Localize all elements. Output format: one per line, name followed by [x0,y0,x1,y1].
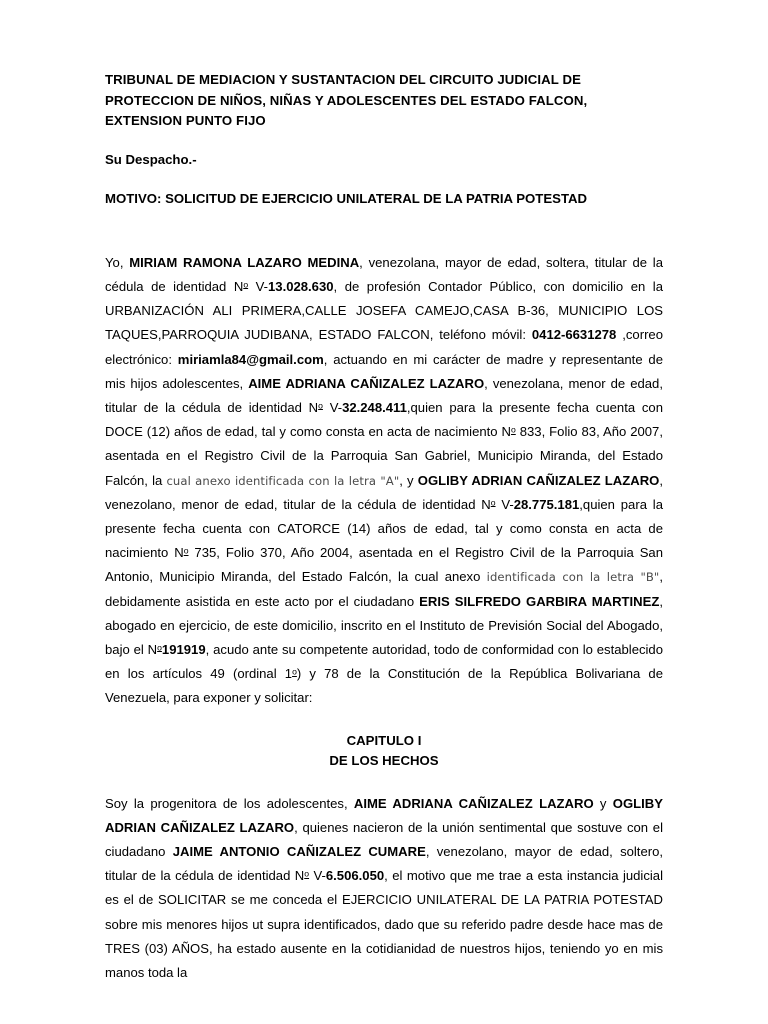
ordinal-indicator-icon: o [318,400,323,411]
lawyer-name: ERIS SILFREDO GARBIRA MARTINEZ [419,593,660,609]
child-one-details-1: , venezolana, menor de edad, titular de la cédula de identidad N [105,375,663,415]
facts-conjunction: y [593,795,613,811]
legal-basis-text: , acudo ante su competente autoridad, todo de conformidad con lo establecido en los artículos 49 (ordinal 1 [105,642,663,682]
father-details-text: , venezolano, mayor de edad, soltero, titular de la cédula de identidad N [105,844,664,884]
child-one-name: AIME ADRIANA CAÑIZALEZ LAZARO [353,795,594,811]
ordinal-indicator-icon: o [304,868,310,879]
ordinal-indicator-icon: o [157,642,162,653]
petitioner-phone: 0412-6631278 [531,327,617,343]
father-id-prefix: V- [309,868,326,884]
chapter-heading [105,731,663,771]
ordinal-indicator-icon: o [490,497,496,508]
petitioner-id-number: 13.028.630 [268,278,334,294]
ordinal-indicator-icon: o [510,424,516,435]
father-id-number: 6.506.050 [325,868,385,884]
document-content [105,70,663,985]
annex-b-reference: identificada con la letra "B" [486,570,660,585]
lawyer-inpreabogado-number: 191919 [161,642,206,658]
ordinal-indicator-icon: o [183,545,189,556]
court-header-line-3: EXTENSION PUNTO FIJO [105,113,266,129]
child-two-birth-record-text: 735, Folio 370, Año 2004, asentada en el Registro Civil de la Parroquia San Antonio, Municipio Miranda, del Estado Falcón, la cual anexo [105,545,663,585]
child-one-name: AIME ADRIANA CAÑIZALEZ LAZARO [248,375,485,391]
legal-assistance-text: , debidamente asistida en este acto por el ciudadano [105,569,664,609]
motivo-line: MOTIVO: SOLICITUD DE EJERCICIO UNILATERAL DE LA PATRIA POTESTAD [105,190,588,206]
child-two-details-1: , venezolano, menor de edad, titular de la cédula de identidad N [105,472,663,512]
main-paragraph [105,251,663,711]
ordinal-indicator-icon: o [243,279,249,290]
child-two-id-number: 28.775.181 [513,496,580,512]
facts-union-text: , quienes nacieron de la unión sentimental que sostuve con el ciudadano [105,819,663,860]
child-one-age-text: ,quien para la presente fecha cuenta con DOCE (12) años de edad, tal y como consta en acta de nacimiento N [105,400,663,440]
conjunction-text: , y [399,472,418,488]
facts-paragraph [105,792,663,986]
chapter-title: CAPITULO I [346,732,422,748]
child-two-name: OGLIBY ADRIAN CAÑIZALEZ LAZARO [105,795,663,835]
court-header-line-2: PROTECCION DE NIÑOS, NIÑAS Y ADOLESCENTES DEL ESTADO FALCON, [105,92,588,108]
facts-request-text: , el motivo que me trae a esta instancia judicial es el de SOLICITAR se me conceda el EJERCICIO UNILATERAL DE LA PATRIA POTESTAD sobre mis menores hijos ut supra identificados, dado que su referido padre desde hace mas de TRES (03) AÑOS, ha estado ausente en la cotidianidad de nuestros hijos, teniendo yo en mis manos toda la [105,868,663,981]
child-two-name: OGLIBY ADRIAN CAÑIZALEZ LAZARO [417,472,660,488]
lawyer-details-text: , abogado en ejercicio, de este domicilio, inscrito en el Instituto de Previsión Social del Abogado, bajo el N [105,593,663,658]
child-two-age-text: ,quien para la presente fecha cuenta con CATORCE (14) años de edad, tal y como consta en acta de nacimiento N [105,496,663,561]
court-header-line-1: TRIBUNAL DE MEDIACION Y SUSTANTACION DEL CIRCUITO JUDICIAL DE [105,72,581,87]
child-one-id-prefix: V- [322,400,343,415]
legal-basis-text-end: ) y 78 de la Constitución de la República Bolivariana de Venezuela, para exponer y solicitar: [105,666,663,706]
petitioner-address-text: , de profesión Contador Público, con domicilio en la URBANIZACIÓN ALI PRIMERA,CALLE JOSEFA CAMEJO,CASA B-36, MUNICIPIO LOS TAQUES,PARROQUIA JUDIBANA, ESTADO FALCON, teléfono móvil: [105,278,663,343]
annex-a-reference: cual anexo identificada con la letra "A" [166,473,400,488]
chapter-subtitle: DE LOS HECHOS [329,752,439,768]
ordinal-indicator-icon: o [292,666,297,677]
court-header [105,70,663,132]
father-name: JAIME ANTONIO CAÑIZALEZ CUMARE [172,844,426,860]
facts-intro-text: Soy la progenitora de los adolescentes, [105,795,354,811]
child-one-birth-record-text: 833, Folio 83, Año 2007, asentada en el Registro Civil de la Parroquia San Gabriel, Municipio Miranda, del Estado Falcón, la [105,424,663,488]
representation-text: , actuando en mi carácter de madre y representante de mis hijos adolescentes, [105,351,663,391]
despacho-line: Su Despacho.- [105,151,197,167]
email-label-text: ,correo electrónico: [105,327,663,367]
petitioner-id-prefix: V- [248,278,268,294]
petitioner-details-1: , venezolana, mayor de edad, soltera, titular de la cédula de identidad N [105,254,664,294]
petitioner-email: miriamla84@gmail.com [177,351,324,367]
child-one-id-number: 32.248.411 [342,400,407,415]
child-two-id-prefix: V- [495,496,514,512]
petitioner-name: MIRIAM RAMONA LAZARO MEDINA [129,254,360,270]
intro-text: Yo, [105,254,130,270]
